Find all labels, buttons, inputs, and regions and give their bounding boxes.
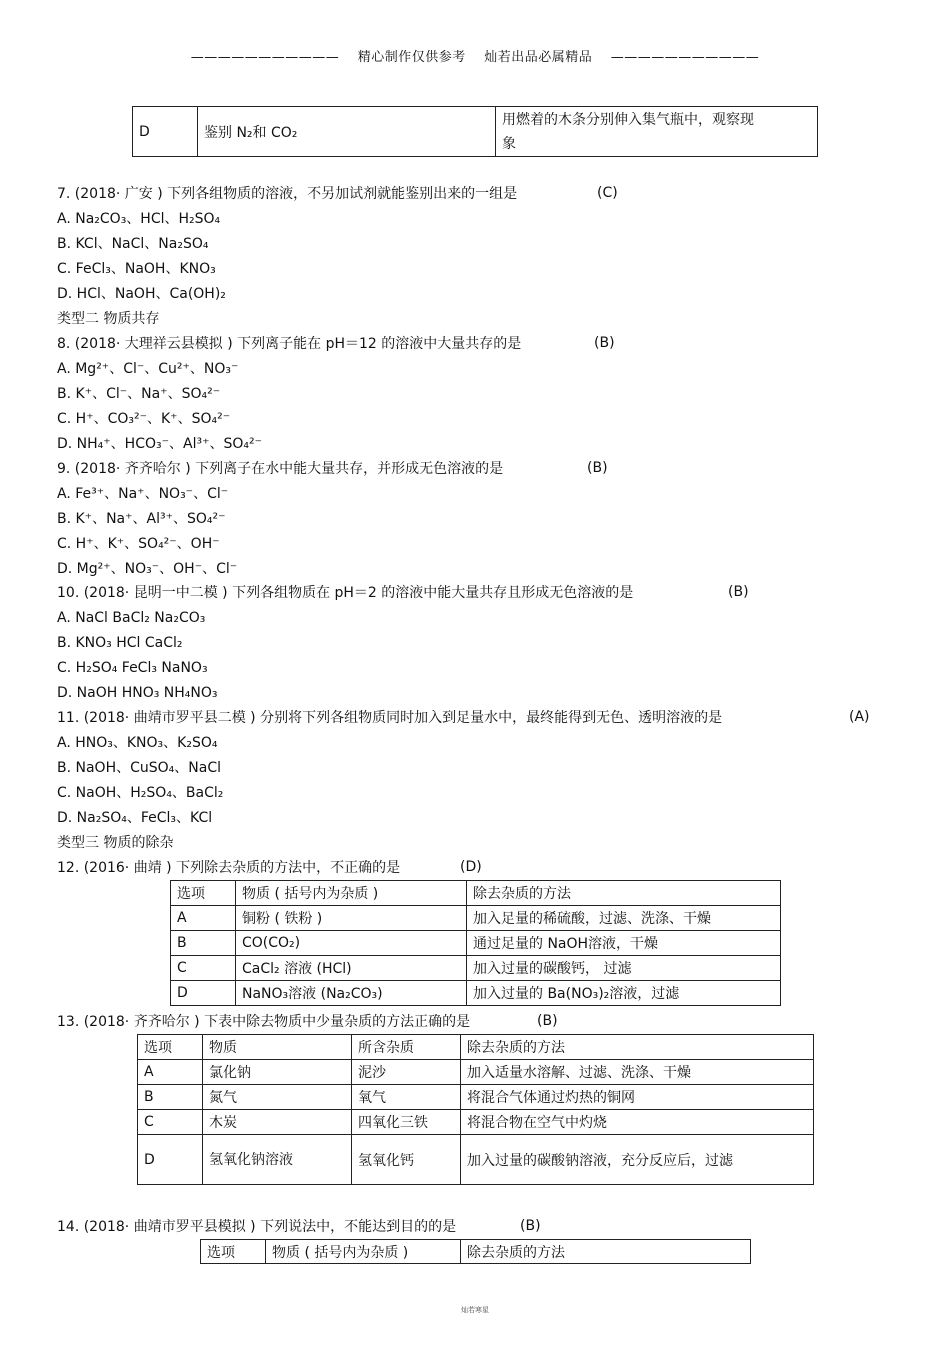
q13-stem: 13. (2018· 齐齐哈尔 ) 下表中除去物质中少量杂质的方法正确的是 — [57, 1014, 471, 1030]
table-header-row: 选项 物质 所含杂质 除去杂质的方法 — [138, 1035, 814, 1060]
q7-answer: (C) — [597, 185, 618, 201]
q10-answer: (B) — [728, 584, 749, 600]
option-cell: D — [133, 107, 198, 157]
q8-option-b: B. K⁺、Cl⁻、Na⁺、SO₄²⁻ — [57, 386, 221, 402]
q8-stem: 8. (2018· 大理祥云县模拟 ) 下列离子能在 pH＝12 的溶液中大量共存的是 — [57, 336, 522, 352]
q14-stem: 14. (2018· 曲靖市罗平县模拟 ) 下列说法中，不能达到目的的是 — [57, 1219, 457, 1235]
table-header-row: 选项 物质 ( 括号内为杂质 ) 除去杂质的方法 — [201, 1240, 751, 1264]
q10-option-a: A. NaCl BaCl₂ Na₂CO₃ — [57, 610, 206, 626]
task-cell: 鉴别 N₂和 CO₂ — [198, 107, 496, 157]
q14-table — [200, 1239, 751, 1264]
table-row: A 氯化钠 泥沙 加入适量水溶解、过滤、洗涤、干燥 — [138, 1060, 814, 1085]
q8-answer: (B) — [594, 335, 615, 351]
method-cell: 用燃着的木条分别伸入集气瓶中，观察现 象 — [496, 107, 818, 157]
q7-stem: 7. (2018· 广安 ) 下列各组物质的溶液，不另加试剂就能鉴别出来的一组是 — [57, 186, 518, 202]
table-row: B 氮气 氧气 将混合气体通过灼热的铜网 — [138, 1085, 814, 1110]
top-table — [132, 106, 818, 157]
q11-option-c: C. NaOH、H₂SO₄、BaCl₂ — [57, 785, 224, 801]
table-header-row: 选项 物质 ( 括号内为杂质 ) 除去杂质的方法 — [171, 881, 781, 906]
q9-option-c: C. H⁺、K⁺、SO₄²⁻、OH⁻ — [57, 536, 220, 552]
section-title-3: 类型三 物质的除杂 — [57, 835, 174, 851]
q12-answer: (D) — [460, 859, 482, 875]
q7-option-a: A. Na₂CO₃、HCl、H₂SO₄ — [57, 211, 221, 227]
q10-stem: 10. (2018· 昆明一中二模 ) 下列各组物质在 pH＝2 的溶液中能大量共存且形成无色溶液的是 — [57, 585, 634, 601]
q11-answer: (A) — [849, 709, 870, 725]
q14-answer: (B) — [520, 1218, 541, 1234]
q10-option-c: C. H₂SO₄ FeCl₃ NaNO₃ — [57, 660, 208, 676]
q7-option-d: D. HCl、NaOH、Ca(OH)₂ — [57, 286, 226, 302]
q11-stem: 11. (2018· 曲靖市罗平县二模 ) 分别将下列各组物质同时加入到足量水中，最终能得到无色、透明溶液的是 — [57, 710, 723, 726]
q12-table — [170, 880, 781, 1006]
page-footer: 灿若寒星 — [461, 1306, 489, 1314]
table-row: D NaNO₃溶液 (Na₂CO₃) 加入过量的 Ba(NO₃)₂溶液，过滤 — [171, 981, 781, 1006]
q8-option-d: D. NH₄⁺、HCO₃⁻、Al³⁺、SO₄²⁻ — [57, 436, 262, 452]
q11-option-d: D. Na₂SO₄、FeCl₃、KCl — [57, 810, 213, 826]
q11-option-a: A. HNO₃、KNO₃、K₂SO₄ — [57, 735, 218, 751]
q7-option-b: B. KCl、NaCl、Na₂SO₄ — [57, 236, 209, 252]
q9-option-a: A. Fe³⁺、Na⁺、NO₃⁻、Cl⁻ — [57, 486, 229, 502]
table-row: C CaCl₂ 溶液 (HCl) 加入过量的碳酸钙， 过滤 — [171, 956, 781, 981]
q13-answer: (B) — [537, 1013, 558, 1029]
q7-option-c: C. FeCl₃、NaOH、KNO₃ — [57, 261, 216, 277]
table-row: C 木炭 四氧化三铁 将混合物在空气中灼烧 — [138, 1110, 814, 1135]
q10-option-d: D. NaOH HNO₃ NH₄NO₃ — [57, 685, 218, 701]
table-row: B CO(CO₂) 通过足量的 NaOH溶液，干燥 — [171, 931, 781, 956]
q9-stem: 9. (2018· 齐齐哈尔 ) 下列离子在水中能大量共存，并形成无色溶液的是 — [57, 461, 504, 477]
q12-stem: 12. (2016· 曲靖 ) 下列除去杂质的方法中，不正确的是 — [57, 860, 401, 876]
section-title-2: 类型二 物质共存 — [57, 311, 160, 327]
q11-option-b: B. NaOH、CuSO₄、NaCl — [57, 760, 221, 776]
q13-table — [137, 1034, 814, 1185]
page-header: ——————————— 精心制作仅供参考 灿若出品必属精品 ——————————— — [190, 50, 760, 65]
q9-option-d: D. Mg²⁺、NO₃⁻、OH⁻、Cl⁻ — [57, 561, 238, 577]
q10-option-b: B. KNO₃ HCl CaCl₂ — [57, 635, 183, 651]
q8-option-a: A. Mg²⁺、Cl⁻、Cu²⁺、NO₃⁻ — [57, 361, 239, 377]
table-row: D 氢氧化钠溶液 氢氧化钙 加入过量的碳酸钠溶液，充分反应后，过滤 — [138, 1135, 814, 1185]
q9-answer: (B) — [587, 460, 608, 476]
q9-option-b: B. K⁺、Na⁺、Al³⁺、SO₄²⁻ — [57, 511, 226, 527]
q8-option-c: C. H⁺、CO₃²⁻、K⁺、SO₄²⁻ — [57, 411, 231, 427]
table-row: A 铜粉 ( 铁粉 ) 加入足量的稀硫酸，过滤、洗涤、干燥 — [171, 906, 781, 931]
